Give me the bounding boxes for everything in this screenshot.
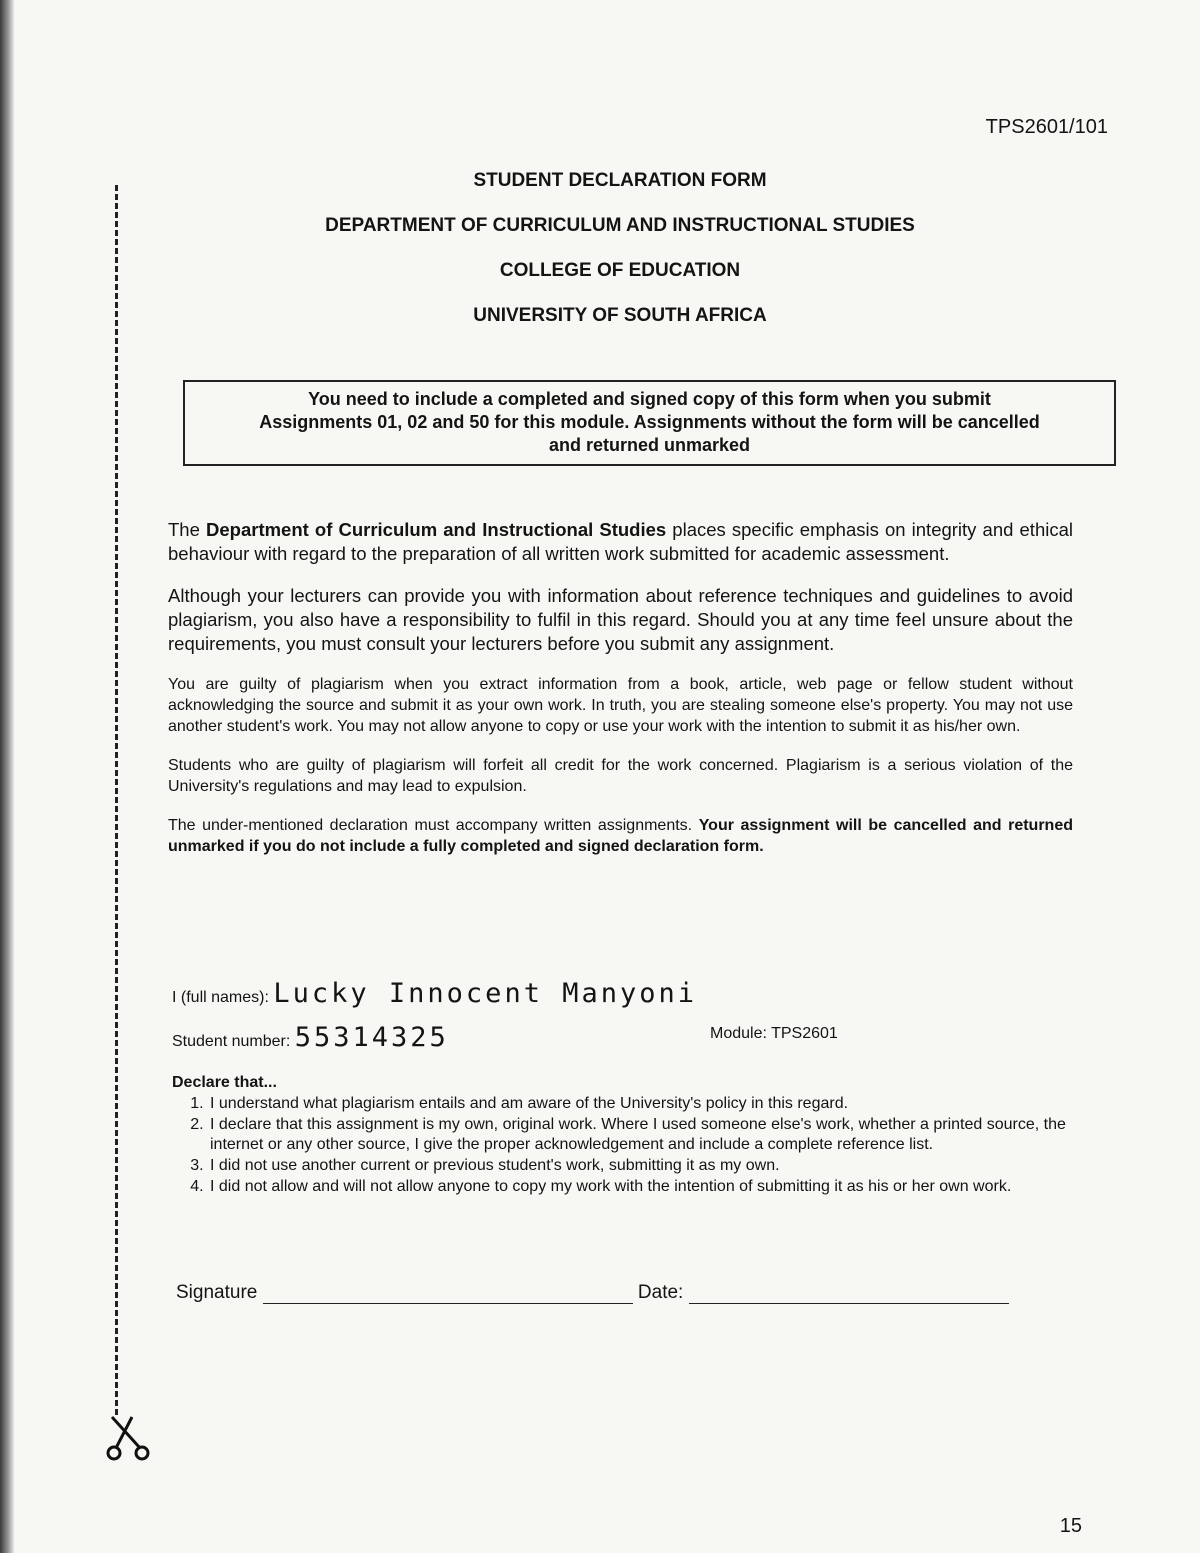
declaration-item: 2. I declare that this assignment is my own, original work. Where I used someone else's work, whether a printed source, the internet or any other source, I give the proper acknowledgement and include a complete reference list. bbox=[208, 1115, 1077, 1155]
declaration-item: 4. I did not allow and will not allow anyone to copy my work with the intention of submitting it as his or her own work. bbox=[208, 1177, 1077, 1197]
declaration-list bbox=[172, 1074, 1077, 1198]
requirement-warning-bold: Your assignment will be cancelled and returned unmarked if you do not include a fully completed and signed declaration form. bbox=[168, 817, 1074, 855]
integrity-text-pre: The bbox=[168, 519, 206, 540]
document-code: TPS2601/101 bbox=[985, 116, 1108, 138]
signature-label: Signature bbox=[176, 1282, 258, 1303]
full-names-handwritten: Lucky Innocent Manyoni bbox=[273, 978, 697, 1009]
declaration-item: 1. I understand what plagiarism entails and am aware of the University's policy in this regard. bbox=[208, 1094, 1077, 1114]
notice-line: You need to include a completed and signed copy of this form when you submit bbox=[308, 389, 991, 409]
date-line[interactable] bbox=[689, 1285, 1009, 1304]
student-number-label: Student number: bbox=[172, 1033, 291, 1050]
cut-line bbox=[115, 185, 118, 1415]
module-field: Module: TPS2601 bbox=[710, 1025, 838, 1042]
declaration-requirement-paragraph bbox=[168, 815, 1073, 857]
university-heading: UNIVERSITY OF SOUTH AFRICA bbox=[473, 305, 767, 326]
signature-date-row bbox=[176, 1282, 1026, 1304]
date-label: Date: bbox=[637, 1282, 684, 1303]
full-names-label: I (full names): bbox=[172, 989, 269, 1006]
integrity-text-post: places specific emphasis on integrity and ethical behaviour with regard to the preparation of all written work submitted for academic assessment. bbox=[168, 519, 1073, 564]
signature-line[interactable] bbox=[263, 1285, 633, 1304]
form-headings bbox=[180, 170, 1060, 327]
full-names-field bbox=[172, 978, 697, 1009]
declare-title: Declare that... bbox=[172, 1074, 277, 1091]
integrity-paragraph bbox=[168, 518, 1073, 566]
notice-line: and returned unmarked bbox=[548, 435, 751, 455]
page-number: 15 bbox=[1059, 1515, 1082, 1537]
requirement-text: The under-mentioned declaration must accompany written assignments. bbox=[168, 817, 699, 834]
student-number-field bbox=[172, 1022, 449, 1053]
department-heading: DEPARTMENT OF CURRICULUM AND INSTRUCTIONAL STUDIES bbox=[325, 215, 915, 236]
form-body bbox=[168, 518, 1073, 875]
responsibility-paragraph: Although your lecturers can provide you with information about reference techniques and guidelines to avoid plagiarism, you also have a responsibility to fulfil in this regard. Should you at any time feel unsure about the requirements, you must consult your lecturers before you submit any assignment. bbox=[168, 585, 1073, 654]
penalty-paragraph: Students who are guilty of plagiarism will forfeit all credit for the work concerned. Plagiarism is a serious violation of the University's regulations and may lead to expulsion. bbox=[168, 757, 1073, 795]
college-heading: COLLEGE OF EDUCATION bbox=[499, 260, 741, 281]
notice-line: Assignments 01, 02 and 50 for this module. Assignments without the form will be cancelled bbox=[259, 412, 1040, 432]
submission-notice-box bbox=[183, 380, 1116, 466]
binding-edge-shadow bbox=[0, 0, 14, 1553]
student-number-handwritten: 55314325 bbox=[294, 1022, 449, 1053]
plagiarism-definition-paragraph: You are guilty of plagiarism when you extract information from a book, article, web page or fellow student without acknowledging the source and submit it as your own work. In truth, you are stealing someone else's property. You may not use another student's work. You may not allow anyone to copy or use your work with the intention to submit it as his/her own. bbox=[168, 676, 1073, 735]
scissors-icon bbox=[104, 1412, 154, 1462]
declaration-item: 3. I did not use another current or previous student's work, submitting it as my own. bbox=[208, 1156, 1077, 1176]
form-title: STUDENT DECLARATION FORM bbox=[473, 170, 767, 191]
department-name-bold: Department of Curriculum and Instructional Studies bbox=[206, 519, 667, 540]
